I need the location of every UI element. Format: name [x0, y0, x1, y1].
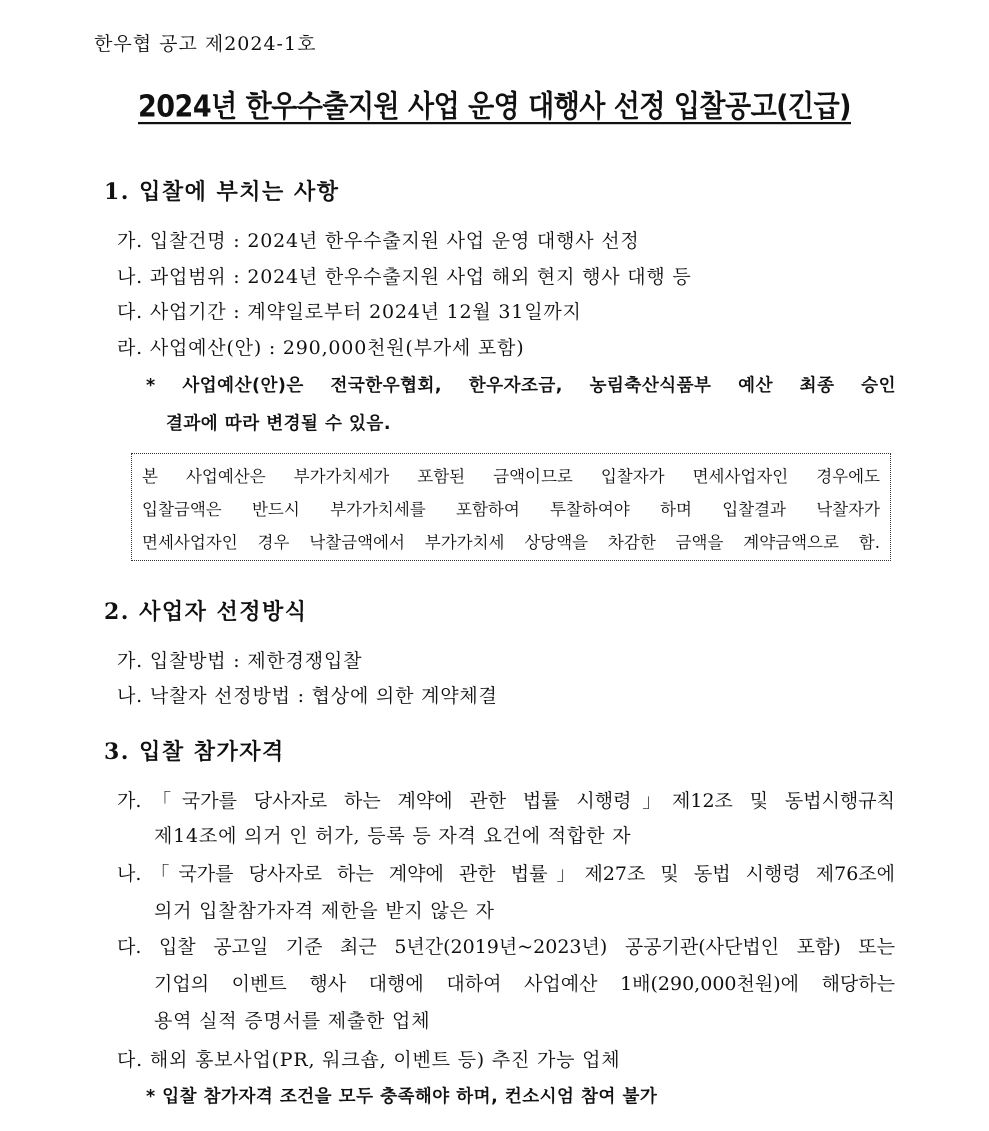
qualification-note: * 입찰 참가자격 조건을 모두 충족해야 하며, 컨소시엄 참여 불가: [146, 1087, 658, 1107]
bid-method-item: 가. 입찰방법 : 제한경쟁입찰: [117, 650, 363, 672]
work-scope-item: 나. 과업범위 : 2024년 한우수출지원 사업 해외 현지 행사 대행 등: [117, 266, 692, 288]
qualification-item: 다. 해외 홍보사업(PR, 워크숍, 이벤트 등) 추진 가능 업체: [117, 1049, 621, 1071]
vat-notice-line: 입찰금액은 반드시 부가가치세를 포함하여 투찰하여야 하며 입찰결과 낙찰자가: [142, 500, 880, 519]
winner-selection-item: 나. 낙찰자 선정방법 : 협상에 의한 계약체결: [117, 685, 498, 707]
document-title: [0, 82, 989, 126]
bid-name-item: 가. 입찰건명 : 2024년 한우수출지원 사업 운영 대행사 선정: [117, 230, 640, 252]
qualification-item: 나.「국가를 당사자로 하는 계약에 관한 법률」제27조 및 동법 시행령 제76조에: [117, 863, 895, 885]
qualification-item: 다. 입찰 공고일 기준 최근 5년간(2019년~2023년) 공공기관(사단법인 포함) 또는: [117, 936, 895, 958]
qualification-item: 가.「국가를 당사자로 하는 계약에 관한 법률 시행령」제12조 및 동법시행규칙: [117, 790, 895, 812]
vat-notice-line: 면세사업자인 경우 낙찰금액에서 부가가치세 상당액을 차감한 금액을 계약금액으로 함.: [142, 533, 880, 552]
vat-notice-line: 본 사업예산은 부가가치세가 포함된 금액이므로 입찰자가 면세사업자인 경우에도: [142, 467, 880, 486]
project-budget-item: 라. 사업예산(안) : 290,000천원(부가세 포함): [117, 337, 525, 359]
qualification-item-cont: 의거 입찰참가자격 제한을 받지 않은 자: [154, 900, 495, 922]
qualification-item-cont: 용역 실적 증명서를 제출한 업체: [154, 1010, 431, 1032]
project-period-item: 다. 사업기간 : 계약일로부터 2024년 12월 31일까지: [117, 301, 582, 323]
budget-note-line: 결과에 따라 변경될 수 있음.: [166, 414, 391, 434]
section-heading: 3. 입찰 참가자격: [104, 739, 285, 765]
qualification-item-cont: 기업의 이벤트 행사 대행에 대하여 사업예산 1배(290,000천원)에 해당하는: [154, 973, 895, 995]
section-heading: 2. 사업자 선정방식: [104, 599, 308, 625]
vat-notice-box: [131, 453, 891, 561]
section-heading: 1. 입찰에 부치는 사항: [104, 179, 340, 205]
document-title-text: 2024년 한우수출지원 사업 운영 대행사 선정 입찰공고(긴급): [137, 89, 852, 125]
budget-note-line: * 사업예산(안)은 전국한우협회, 한우자조금, 농림축산식품부 예산 최종 승인: [146, 376, 896, 396]
qualification-item-cont: 제14조에 의거 인 허가, 등록 등 자격 요건에 적합한 자: [154, 825, 632, 847]
notice-number: 한우협 공고 제2024-1호: [94, 33, 317, 55]
